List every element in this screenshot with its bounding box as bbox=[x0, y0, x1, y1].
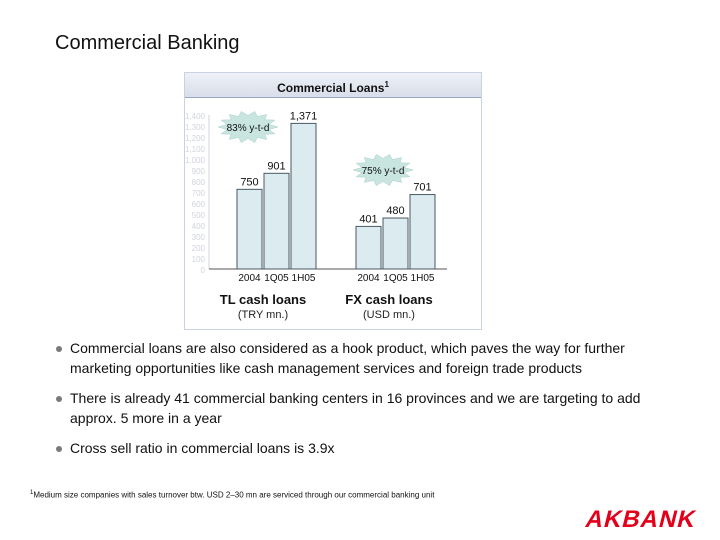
y-tick-label: 800 bbox=[191, 178, 205, 187]
y-tick-label: 700 bbox=[191, 189, 205, 198]
y-tick-label: 900 bbox=[191, 167, 205, 176]
x-tick-label: 2004 bbox=[357, 273, 380, 284]
y-tick-label: 0 bbox=[200, 266, 205, 275]
bullet-dot-icon bbox=[56, 346, 62, 352]
x-tick-label: 1H05 bbox=[291, 273, 316, 284]
annotation-label: 75% y-t-d bbox=[361, 166, 405, 177]
x-tick-label: 1H05 bbox=[410, 273, 435, 284]
x-tick-label: 1Q05 bbox=[264, 273, 289, 284]
chart-header-footnote-mark: 1 bbox=[384, 80, 389, 89]
bullet-item bbox=[56, 388, 686, 428]
footnote-mark: 1 bbox=[30, 490, 34, 496]
data-label: 750 bbox=[240, 176, 259, 189]
bar bbox=[291, 123, 316, 269]
bar bbox=[410, 195, 435, 269]
y-tick-label: 200 bbox=[191, 244, 205, 253]
chart-title: TL cash loans bbox=[219, 292, 307, 307]
bar bbox=[383, 218, 408, 269]
y-tick-label: 1,300 bbox=[185, 123, 205, 132]
bullet-item bbox=[56, 438, 686, 458]
data-label: 401 bbox=[359, 213, 378, 226]
y-tick-label: 500 bbox=[191, 211, 205, 220]
bullet-list bbox=[56, 338, 686, 468]
chart-subtitle: (USD mn.) bbox=[363, 309, 415, 321]
bar bbox=[237, 189, 262, 269]
bullet-text: Cross sell ratio in commercial loans is 3.9x bbox=[70, 440, 335, 456]
y-tick-label: 1,400 bbox=[185, 112, 205, 121]
chart-subtitle: (TRY mn.) bbox=[237, 309, 289, 321]
y-tick-label: 1,100 bbox=[185, 145, 205, 154]
page-title: Commercial Banking bbox=[55, 32, 240, 54]
data-label: 901 bbox=[267, 160, 286, 173]
footnote bbox=[30, 490, 434, 500]
annotation-label: 83% y-t-d bbox=[226, 123, 270, 134]
akbank-logo: AKBANK bbox=[582, 506, 700, 533]
loans-chart bbox=[185, 73, 481, 329]
chart-header-label: Commercial Loans bbox=[277, 81, 385, 95]
bullet-dot-icon bbox=[56, 396, 62, 402]
footnote-text: Medium size companies with sales turnover btw. USD 2–30 mn are serviced through our commercial banking unit bbox=[33, 490, 435, 500]
chart-title: FX cash loans bbox=[345, 292, 433, 307]
bullet-dot-icon bbox=[56, 446, 62, 452]
y-tick-label: 1,200 bbox=[185, 134, 205, 143]
bullet-text: There is already 41 commercial banking centers in 16 provinces and we are targeting to add approx. 5 more in a year bbox=[70, 390, 641, 426]
y-tick-label: 300 bbox=[191, 233, 205, 242]
bar bbox=[264, 173, 289, 269]
y-tick-label: 600 bbox=[191, 200, 205, 209]
y-tick-label: 1,000 bbox=[185, 156, 205, 165]
bar bbox=[356, 226, 381, 269]
data-label: 701 bbox=[413, 181, 432, 194]
data-label: 1,371 bbox=[289, 110, 318, 123]
data-label: 480 bbox=[386, 205, 405, 218]
bullet-item bbox=[56, 338, 686, 378]
y-tick-label: 100 bbox=[191, 255, 205, 264]
y-tick-label: 400 bbox=[191, 222, 205, 231]
chart-panel bbox=[184, 72, 482, 330]
x-tick-label: 1Q05 bbox=[383, 273, 408, 284]
bullet-text: Commercial loans are also considered as a hook product, which paves the way for further marketing opportunities like cash management services and foreign trade products bbox=[70, 340, 625, 376]
x-tick-label: 2004 bbox=[238, 273, 261, 284]
